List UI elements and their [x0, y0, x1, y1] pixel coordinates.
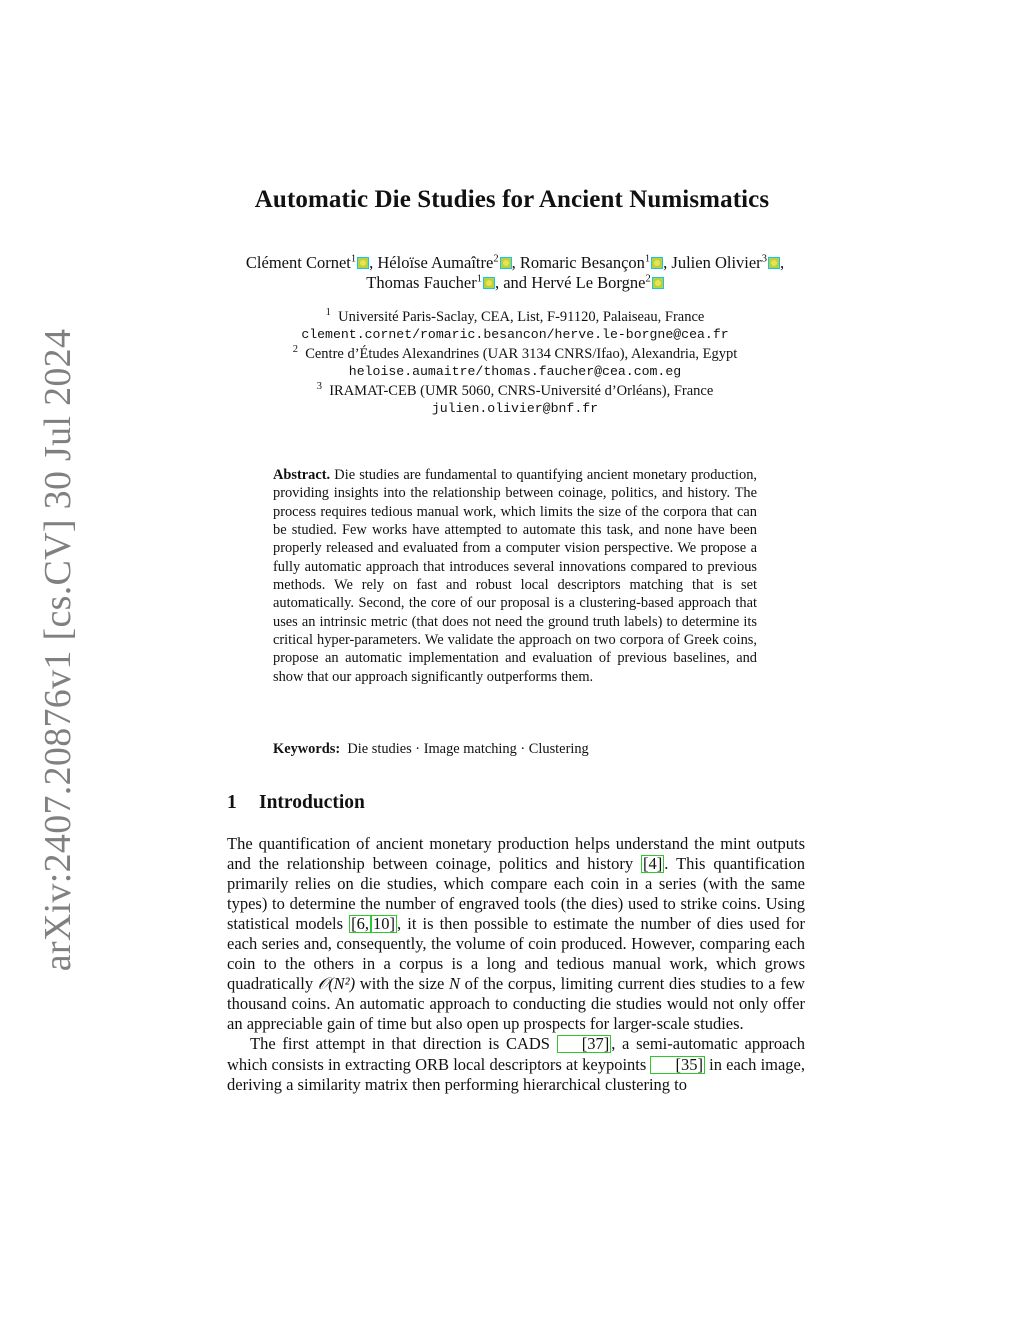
- text-run: The quantification of ancient monetary production helps understand the mint outputs and the relationship between coinage, politics and history: [227, 834, 805, 874]
- keywords: [273, 740, 757, 758]
- author-list: Clément Cornet$^1$ , Héloïse Aumaître$^2$ , Romaric Besançon$^1$ , Julien Olivier$^3$ , Thomas Faucher$^1$ , and Hervé Le Borgne$^2$: [245, 253, 785, 292]
- author-affiliation-marker: 1: [350, 253, 357, 265]
- author-name: Héloïse Aumaître: [377, 253, 494, 272]
- paper-title: Automatic Die Studies for Ancient Numismatics: [254, 186, 770, 213]
- text-run: with the size: [355, 974, 449, 994]
- text-run: The first attempt in that direction is CADS: [250, 1034, 557, 1054]
- affiliation-marker: 1: [325, 307, 331, 319]
- text-run: , it is then possible to estimate the number of dies used for each series and, consequently, the volume of coin produced. However, comparing each coin to the others in a corpus is a long and tedious manual work, which grows quadratically: [227, 914, 805, 994]
- citation-link[interactable]: [4]: [643, 854, 663, 874]
- affiliation-list: [200, 308, 830, 418]
- abstract-text: Die studies are fundamental to quantifying ancient monetary production, providing insights into the relationship between coinage, politics, and history. The process requires tedious manual work, which limits the size of the corpora that can be studied. Few works have attempted to automate this task, and none have been properly released and evaluated from a computer vision perspective. We propose a fully automatic approach that introduces several innovations compared to previous methods. We rely on fast and robust local descriptors matching that is set automatically. Second, the core of our proposal is a clustering-based approach that uses an intrinsic metric (that does not need the ground truth labels) to determine its critical hyper-parameters. We validate the approach on two corpora of Greek coins, propose an automatic implementation and evaluation of previous baselines, and show that our approach significantly outperforms them.: [273, 467, 757, 685]
- author-affiliation-marker: 2: [645, 273, 651, 285]
- abstract-label: Abstract.: [273, 467, 331, 483]
- orcid-icon[interactable]: [357, 257, 369, 269]
- text-run: , a semi-automatic approach which consists in extracting ORB local descriptors at keypoints: [227, 1034, 805, 1074]
- paragraph: [227, 834, 805, 1034]
- orcid-icon[interactable]: [651, 257, 663, 269]
- orcid-icon[interactable]: [652, 277, 664, 289]
- arxiv-identifier-stamp: arXiv:2407.20876v1 [cs.CV] 30 Jul 2024: [37, 328, 79, 972]
- text-run: . This quantification primarily relies on die studies, which compare each coin in a series (with the same types) to determine the number of engraved tools (the dies) used to strike coins. Using statistical models: [227, 854, 805, 934]
- affiliation: [200, 382, 830, 400]
- abstract: [273, 466, 757, 686]
- affiliation-email[interactable]: julien.olivier@bnf.fr: [431, 401, 599, 417]
- orcid-icon[interactable]: [500, 257, 512, 269]
- affiliation-email[interactable]: clement.cornet/romaric.besancon/herve.le-borgne@cea.fr: [301, 327, 729, 343]
- affiliation-marker: 2: [292, 343, 298, 355]
- math-expression: 𝒪(N²): [317, 974, 356, 994]
- keywords-label: Keywords:: [273, 741, 341, 757]
- author-affiliation-marker: 1: [476, 273, 482, 285]
- affiliation-marker: 3: [316, 380, 322, 392]
- orcid-icon[interactable]: [768, 257, 780, 269]
- affiliation: [200, 345, 830, 363]
- section-title: Introduction: [259, 792, 365, 813]
- body-text: [227, 834, 805, 1095]
- author-name: Julien Olivier: [671, 253, 762, 272]
- text-run: of the corpus, limiting current dies studies to a few thousand coins. An automatic approach to conducting die studies would not only offer an appreciable gain of time but also open up prospects for larger-scale studies.: [227, 974, 805, 1034]
- author-affiliation-marker: 3: [761, 253, 767, 265]
- affiliation-text: Centre d’Études Alexandrines (UAR 3134 CNRS/Ifao), Alexandria, Egypt: [305, 345, 738, 362]
- affiliation-text: Université Paris-Saclay, CEA, List, F-91120, Palaiseau, France: [338, 309, 705, 325]
- affiliation-text: IRAMAT-CEB (UMR 5060, CNRS-Université d’Orléans), France: [329, 382, 714, 399]
- text-run: in each image, deriving a similarity matrix then performing hierarchical clustering to: [227, 1054, 806, 1094]
- citation-link[interactable]: 10]: [373, 914, 396, 934]
- section-number: 1: [227, 792, 237, 813]
- orcid-icon[interactable]: [483, 277, 495, 289]
- citation-link[interactable]: [6,: [351, 914, 370, 934]
- author-name: Thomas Faucher: [366, 273, 477, 292]
- paragraph: [227, 1034, 805, 1094]
- author-name: Romaric Besançon: [519, 253, 645, 272]
- math-variable: N: [448, 974, 460, 994]
- keywords-text: Die studies · Image matching · Clustering: [347, 741, 589, 757]
- citation-link[interactable]: [37]: [557, 1035, 612, 1053]
- citation-link[interactable]: [35]: [650, 1056, 705, 1074]
- affiliation: [200, 308, 830, 326]
- author-name: Clément Cornet: [245, 253, 351, 272]
- section-heading: [227, 792, 365, 814]
- author-affiliation-marker: 2: [493, 253, 499, 265]
- author-affiliation-marker: 1: [644, 253, 651, 265]
- affiliation-email[interactable]: heloise.aumaitre/thomas.faucher@cea.com.eg: [348, 364, 682, 380]
- author-name: Hervé Le Borgne: [531, 273, 646, 292]
